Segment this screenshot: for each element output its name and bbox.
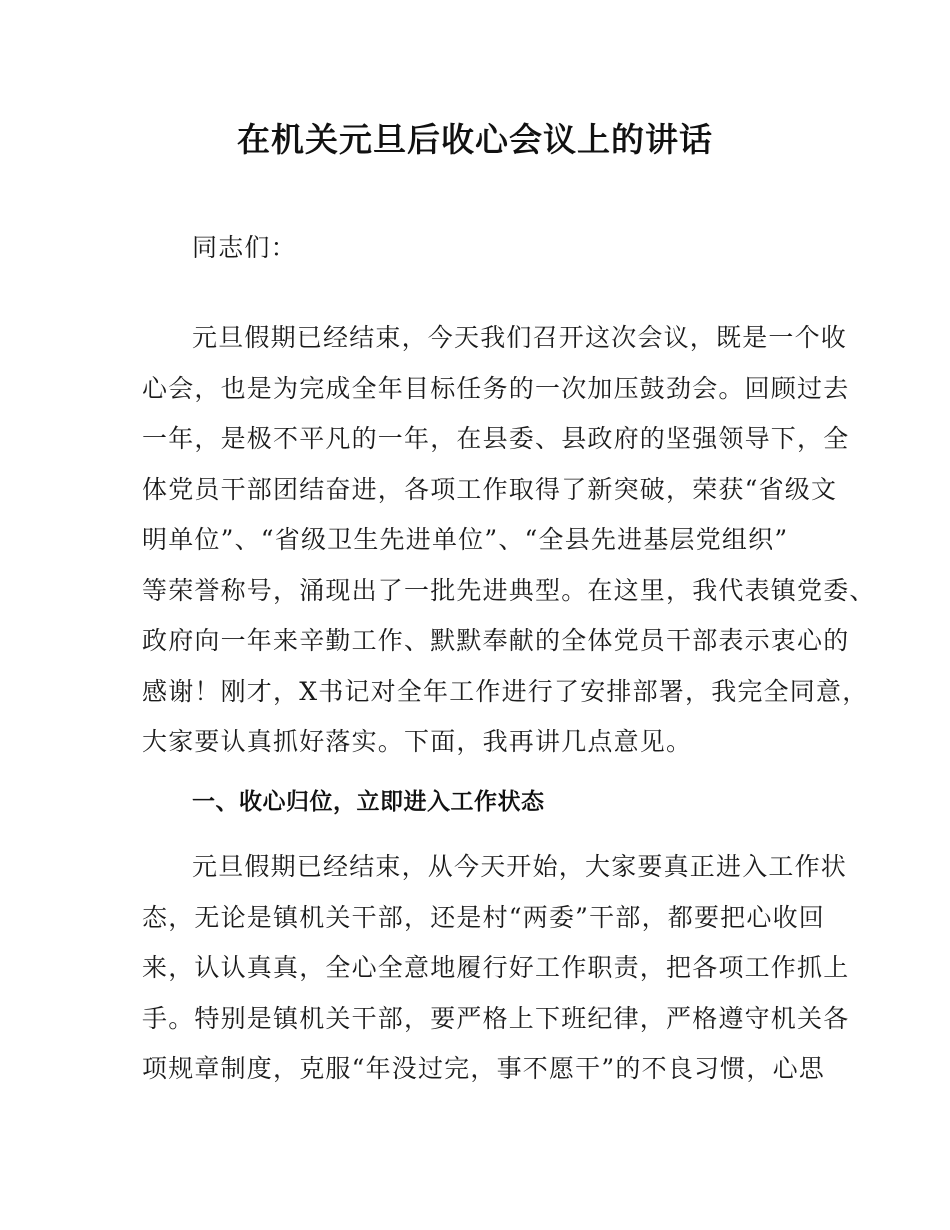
paragraph-line: 感谢！刚才，X书记对全年工作进行了安排部署，我完全同意， — [142, 676, 869, 706]
paragraph-line: 元旦假期已经结束，从今天开始，大家要真正进入工作状 — [192, 852, 848, 881]
paragraph-line: 一年，是极不平凡的一年，在县委、县政府的坚强领导下，全 — [142, 424, 850, 453]
greeting-paragraph — [142, 223, 832, 274]
paragraph-line: 来，认认真真，全心全意地履行好工作职责，把各项工作抓上 — [142, 953, 850, 982]
paragraph-line: 等荣誉称号，涌现出了一批先进典型。在这里，我代表镇党委、 — [142, 575, 876, 605]
paragraph-section-1 — [142, 842, 850, 1095]
document-title: 在机关元旦后收心会议上的讲话 — [237, 120, 713, 159]
paragraph-line: 项规章制度，克服“年没过完，事不愿干”的不良习惯，心思 — [142, 1054, 825, 1083]
section-heading-1: 一、收心归位，立即进入工作状态 — [192, 789, 545, 815]
paragraph-line: 大家要认真抓好落实。下面，我再讲几点意见。 — [142, 727, 693, 756]
paragraph-line: 元旦假期已经结束，今天我们召开这次会议，既是一个收 — [192, 323, 848, 352]
paragraph-line: 手。特别是镇机关干部，要严格上下班纪律，严格遵守机关各 — [142, 1003, 850, 1033]
paragraph-line: 态，无论是镇机关干部，还是村“两委”干部，都要把心收回 — [142, 902, 825, 932]
paragraph-intro — [142, 313, 876, 768]
paragraph-line: 体党员干部团结奋进，各项工作取得了新突破，荣获“省级文 — [142, 474, 838, 504]
greeting-text: 同志们： — [192, 233, 297, 262]
paragraph-line: 明单位”、“省级卫生先进单位”、“全县先进基层党组织” — [142, 525, 789, 554]
paragraph-line: 心会，也是为完成全年目标任务的一次加压鼓劲会。回顾过去 — [142, 373, 850, 403]
paragraph-line: 政府向一年来辛勤工作、默默奉献的全体党员干部表示衷心的 — [142, 626, 850, 655]
